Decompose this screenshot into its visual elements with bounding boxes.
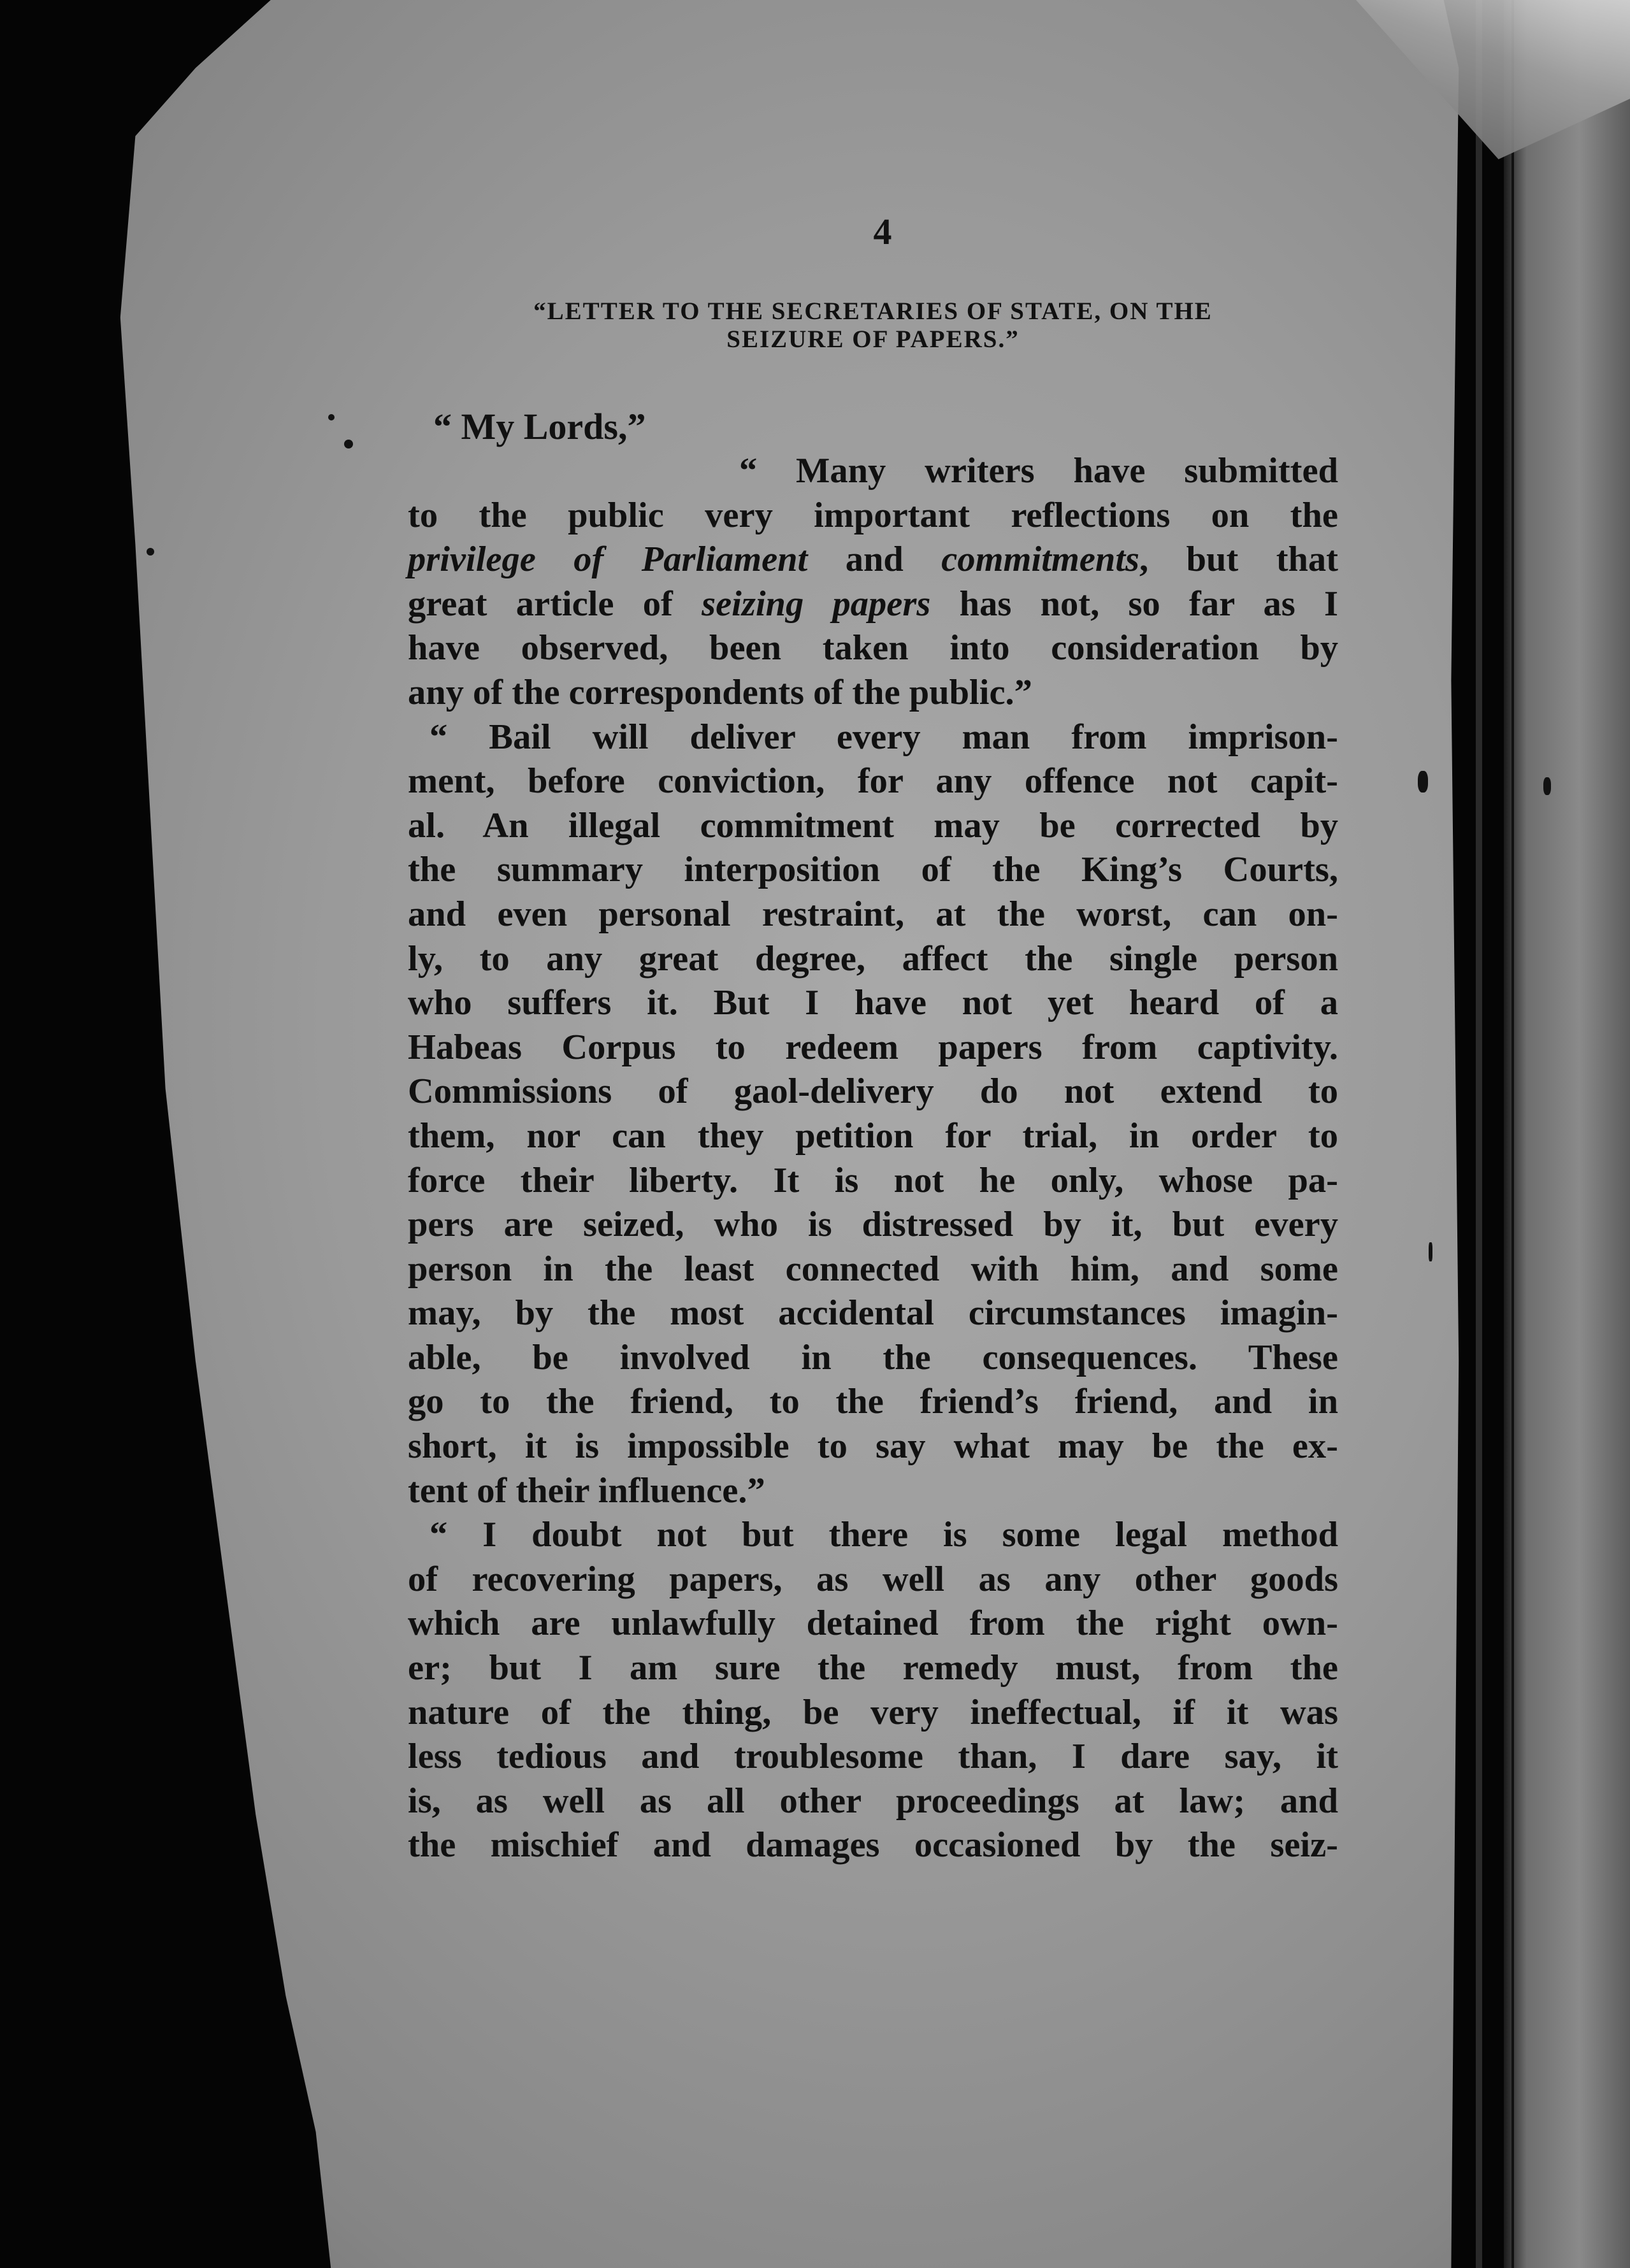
heading-line-1: “LETTER TO THE SECRETARIES OF STATE, ON THE <box>533 298 1213 325</box>
adjacent-page-edge <box>1504 0 1630 2268</box>
page-gutter <box>1476 0 1482 2268</box>
text-line: pers are seized, who is distressed by it, but every <box>408 1205 1338 1245</box>
ink-spot <box>328 414 335 420</box>
salutation: “ My Lords,” <box>433 406 646 447</box>
text-line: of recovering papers, as well as any other goods <box>408 1559 1338 1599</box>
text-line: may, by the most accidental circumstances imagin- <box>408 1293 1338 1333</box>
text-line: privilege of Parliament and commitments, but that <box>408 540 1338 580</box>
text-line: short, it is impossible to say what may be the ex- <box>408 1426 1338 1467</box>
text-line: and even personal restraint, at the worst, can on- <box>408 894 1338 934</box>
paragraph-3 <box>408 1513 1338 1868</box>
paragraph-1 <box>408 449 1338 715</box>
ink-spot <box>1543 777 1551 795</box>
heading-line-2: SEIZURE OF PAPERS.” <box>726 326 1020 353</box>
text-line: to the public very important reflections on the <box>408 495 1338 535</box>
text-line: have observed, been taken into consideration by <box>408 628 1338 668</box>
text-line: tent of their influence.” <box>408 1470 765 1511</box>
text-line: “ Bail will deliver every man from imprison- <box>429 717 1338 757</box>
text-line: force their liberty. It is not he only, whose pa- <box>408 1160 1338 1200</box>
text-line: er; but I am sure the remedy must, from the <box>408 1648 1338 1688</box>
text-line: the summary interposition of the King’s Courts, <box>408 850 1338 890</box>
text-line: is, as well as all other proceedings at law; and <box>408 1781 1338 1821</box>
text-line: the mischief and damages occasioned by the seiz- <box>408 1825 1338 1865</box>
text-line: Habeas Corpus to redeem papers from captivity. <box>408 1027 1338 1067</box>
text-block <box>408 210 1338 1868</box>
letter-heading <box>408 298 1338 354</box>
text-line: great article of seizing papers has not, so far as I <box>408 584 1338 624</box>
ink-spot <box>147 548 154 556</box>
text-line: less tedious and troublesome than, I dare say, it <box>408 1737 1338 1777</box>
paragraph-2 <box>408 715 1338 1514</box>
ink-spot <box>1429 1242 1432 1261</box>
text-line: al. An illegal commitment may be corrected by <box>408 805 1338 845</box>
text-line: “ Many writers have submitted <box>739 451 1338 491</box>
text-line: them, nor can they petition for trial, in order to <box>408 1116 1338 1156</box>
text-line: person in the least connected with him, and some <box>408 1249 1338 1289</box>
text-line: ly, to any great degree, affect the single person <box>408 938 1338 979</box>
text-line: who suffers it. But I have not yet heard of a <box>408 983 1338 1023</box>
ink-spot <box>344 440 353 449</box>
text-line: any of the correspondents of the public.” <box>408 672 1032 712</box>
text-line: “ I doubt not but there is some legal method <box>429 1515 1338 1555</box>
text-line: nature of the thing, be very ineffectual, if it was <box>408 1692 1338 1732</box>
text-line: which are unlawfully detained from the right own- <box>408 1604 1338 1644</box>
text-line: Commissions of gaol-delivery do not extend to <box>408 1072 1338 1112</box>
ink-spot <box>1418 771 1428 793</box>
text-line: go to the friend, to the friend’s friend, and in <box>408 1382 1338 1422</box>
text-line: able, be involved in the consequences. These <box>408 1337 1338 1377</box>
text-line: ment, before conviction, for any offence not capit- <box>408 761 1338 801</box>
page-number: 4 <box>873 211 892 252</box>
